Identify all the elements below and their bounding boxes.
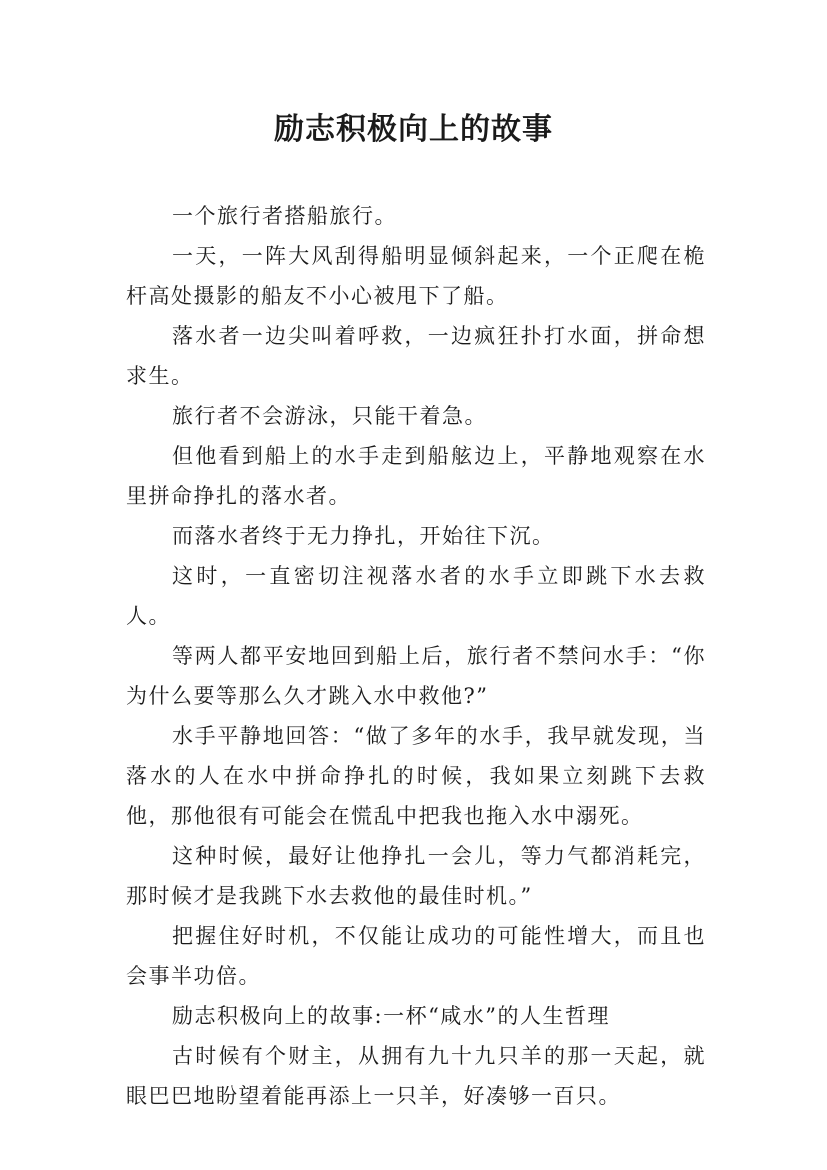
paragraph: 但他看到船上的水手走到船舷边上，平静地观察在水里拼命挣扎的落水者。 [126,444,706,508]
paragraph: 落水者一边尖叫着呼救，一边疯狂扑打水面，拼命想求生。 [126,324,706,388]
document-title: 励志积极向上的故事 [274,112,553,147]
document-body [126,196,706,1116]
paragraph: 而落水者终于无力挣扎，开始往下沉。 [172,524,555,548]
paragraph: 水手平静地回答：“做了多年的水手，我早就发现，当落水的人在水中拼命挣扎的时候，我如果立刻跳下去救他，那他很有可能会在慌乱中把我也拖入水中溺死。 [126,724,706,828]
paragraph: 把握住好时机，不仅能让成功的可能性增大，而且也会事半功倍。 [126,924,706,988]
paragraph: 一天，一阵大风刮得船明显倾斜起来，一个正爬在桅杆高处摄影的船友不小心被甩下了船。 [126,244,706,308]
paragraph: 古时候有个财主，从拥有九十九只羊的那一天起，就眼巴巴地盼望着能再添上一只羊，好凑够一百只。 [126,1044,706,1108]
section-heading: 励志积极向上的故事:一杯“咸水”的人生哲理 [172,1004,611,1028]
paragraph: 这种时候，最好让他挣扎一会儿，等力气都消耗完，那时候才是我跳下水去救他的最佳时机。” [126,844,706,908]
paragraph: 等两人都平安地回到船上后，旅行者不禁问水手：“你为什么要等那么久才跳入水中救他?” [126,644,706,708]
paragraph: 这时，一直密切注视落水者的水手立即跳下水去救人。 [126,564,706,628]
paragraph: 旅行者不会游泳，只能干着急。 [172,404,487,428]
paragraph: 一个旅行者搭船旅行。 [172,204,397,228]
